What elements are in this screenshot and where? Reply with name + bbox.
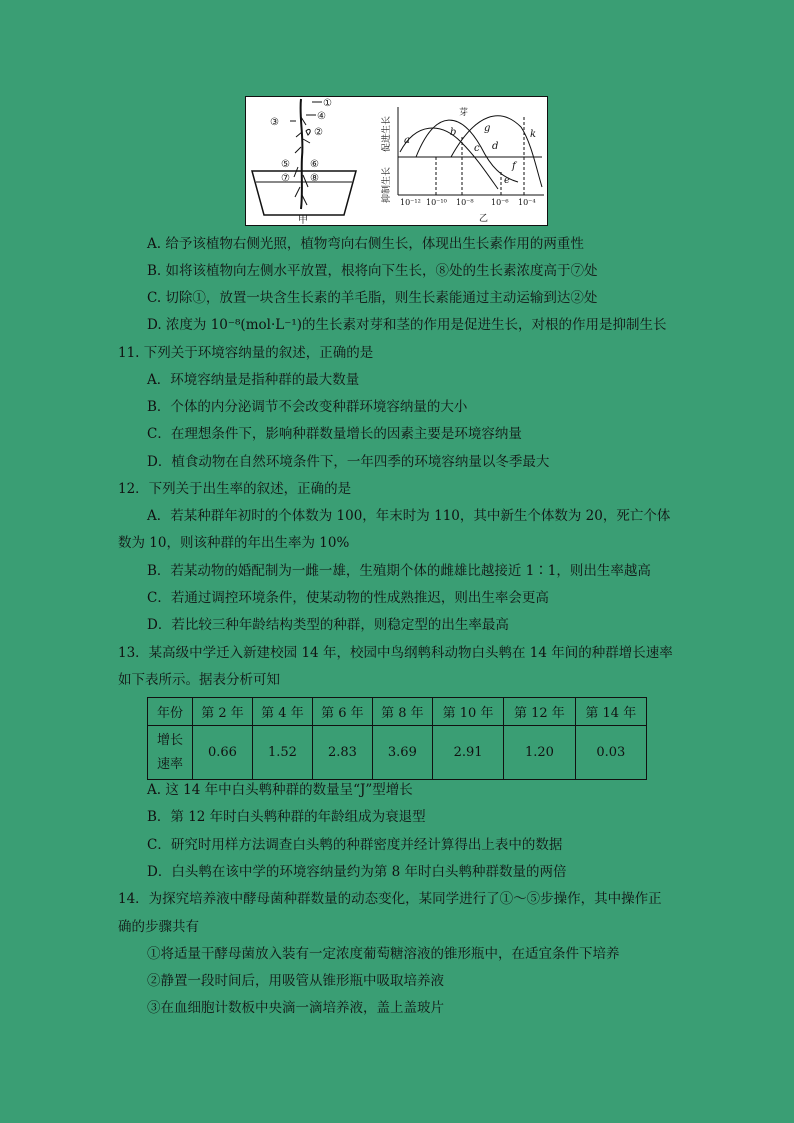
label-1: ① <box>323 98 332 109</box>
table-header-row <box>148 698 647 726</box>
q10-option-a: A. 给予该植物右侧光照，植物弯向右侧生长，体现出生长素作用的两重性 <box>147 236 584 252</box>
table-cell: 2.91 <box>432 726 503 780</box>
table-header-cell: 第 14 年 <box>575 698 646 726</box>
q13-stem-line2: 如下表所示。据表分析可知 <box>118 672 280 688</box>
label-8: ⑧ <box>310 173 319 184</box>
q12-option-d: D．若比较三种年龄结构类型的种群，则稳定型的出生率最高 <box>147 617 509 633</box>
x-tick-1: 10⁻¹² <box>400 198 421 207</box>
label-6: ⑥ <box>310 159 319 170</box>
curve-chart <box>398 107 544 195</box>
x-tick-2: 10⁻¹⁰ <box>426 198 447 207</box>
q14-stem-line2: 确的步骤共有 <box>118 919 199 935</box>
q11-stem: 11. 下列关于环境容纳量的叙述，正确的是 <box>118 345 374 361</box>
table-cell: 1.52 <box>252 726 312 780</box>
table-row <box>148 726 647 780</box>
q12-stem: 12．下列关于出生率的叙述，正确的是 <box>118 481 352 497</box>
growth-rate-table <box>147 697 647 780</box>
curve-root <box>400 128 498 189</box>
table-cell: 0.66 <box>193 726 253 780</box>
figure-drawing <box>246 97 547 225</box>
y-label-promote: 促进生长 <box>382 115 392 152</box>
label-2: ② <box>314 127 323 138</box>
q12-option-c: C．若通过调控环境条件，使某动物的性成熟推迟，则出生率会更高 <box>147 590 549 606</box>
q13-option-b: B．第 12 年时白头鹎种群的年龄组成为衰退型 <box>147 809 426 825</box>
caption-jia: 甲 <box>298 215 308 225</box>
table-header-cell: 第 2 年 <box>193 698 253 726</box>
table-header-cell: 第 8 年 <box>372 698 432 726</box>
curve-label-g: g <box>484 123 491 134</box>
curve-label-d: d <box>492 141 499 152</box>
curve-label-k: k <box>530 129 537 140</box>
table-header-cell: 第 6 年 <box>312 698 372 726</box>
q14-step-2: ②静置一段时间后，用吸管从锥形瓶中吸取培养液 <box>147 973 444 989</box>
x-tick-3: 10⁻⁸ <box>456 198 474 207</box>
table-header-cell: 年份 <box>148 698 193 726</box>
table-header-cell: 第 4 年 <box>252 698 312 726</box>
q11-option-b: B．个体的内分泌调节不会改变种群环境容纳量的大小 <box>147 399 468 415</box>
label-5: ⑤ <box>281 159 290 170</box>
y-label-inhibit: 抑制生长 <box>382 166 392 203</box>
table-cell: 3.69 <box>372 726 432 780</box>
label-7: ⑦ <box>281 173 290 184</box>
x-tick-5: 10⁻⁴ <box>518 198 536 207</box>
row-label-line1: 增长 <box>156 732 183 748</box>
table-cell: 1.20 <box>504 726 575 780</box>
curve-label-a: a <box>404 135 410 146</box>
q12-option-a-line1: A．若某种群年初时的个体数为 100，年末时为 110，其中新生个体数为 20，死亡个体 <box>147 508 671 524</box>
q13-stem-line1: 13．某高级中学迁入新建校园 14 年，校园中鸟纲鹎科动物白头鹎在 14 年间的种群增长速率 <box>118 645 673 661</box>
table-cell: 0.03 <box>575 726 646 780</box>
curve-label-f: f <box>512 161 516 172</box>
q10-option-b: B. 如将该植物向左侧水平放置，根将向下生长，⑧处的生长素浓度高于⑦处 <box>147 263 598 279</box>
figure-panel <box>245 96 548 226</box>
q13-option-c: C．研究时用样方法调查白头鹎的种群密度并经计算得出上表中的数据 <box>147 837 563 853</box>
row-label-line2: 速率 <box>156 756 183 772</box>
caption-yi: 乙 <box>479 214 489 224</box>
q11-option-c: C．在理想条件下，影响种群数量增长的因素主要是环境容纳量 <box>147 426 522 442</box>
q10-option-c: C. 切除①，放置一块含生长素的羊毛脂，则生长素能通过主动运输到达②处 <box>147 290 598 306</box>
q14-step-3: ③在血细胞计数板中央滴一滴培养液，盖上盖玻片 <box>147 1000 444 1016</box>
q12-option-b: B．若某动物的婚配制为一雌一雄，生殖期个体的雌雄比越接近 1∶1，则出生率越高 <box>147 563 651 579</box>
table-header-cell: 第 12 年 <box>504 698 575 726</box>
q11-option-d: D．植食动物在自然环境条件下，一年四季的环境容纳量以冬季最大 <box>147 454 550 470</box>
q11-option-a: A．环境容纳量是指种群的最大数量 <box>147 372 360 388</box>
curve-label-c: c <box>474 143 480 154</box>
curve-bud <box>416 120 518 182</box>
table-cell: 2.83 <box>312 726 372 780</box>
label-4: ④ <box>317 111 326 122</box>
plant-diagram <box>252 99 356 215</box>
curve-label-e: e <box>504 175 510 186</box>
q12-option-a-line2: 数为 10，则该种群的年出生率为 10% <box>118 535 350 551</box>
q10-option-d: D. 浓度为 10⁻⁸(mol·L⁻¹)的生长素对芽和茎的作用是促进生长，对根的作用是抑制生长 <box>147 317 667 333</box>
q14-stem-line1: 14．为探究培养液中酵母菌种群数量的动态变化，某同学进行了①～⑤步操作，其中操作正 <box>118 891 662 907</box>
q14-step-1: ①将适量干酵母菌放入装有一定浓度葡萄糖溶液的锥形瓶中，在适宜条件下培养 <box>147 946 620 962</box>
x-tick-4: 10⁻⁶ <box>491 198 509 207</box>
q13-option-d: D．白头鹎在该中学的环境容纳量约为第 8 年时白头鹎种群数量的两倍 <box>147 864 567 880</box>
curve-label-bud: 芽 <box>459 108 469 118</box>
curve-label-b: b <box>450 127 457 138</box>
label-3: ③ <box>270 117 279 128</box>
q13-option-a: A. 这 14 年中白头鹎种群的数量呈“J”型增长 <box>147 782 413 798</box>
table-row-label <box>148 726 193 780</box>
table-header-cell: 第 10 年 <box>432 698 503 726</box>
